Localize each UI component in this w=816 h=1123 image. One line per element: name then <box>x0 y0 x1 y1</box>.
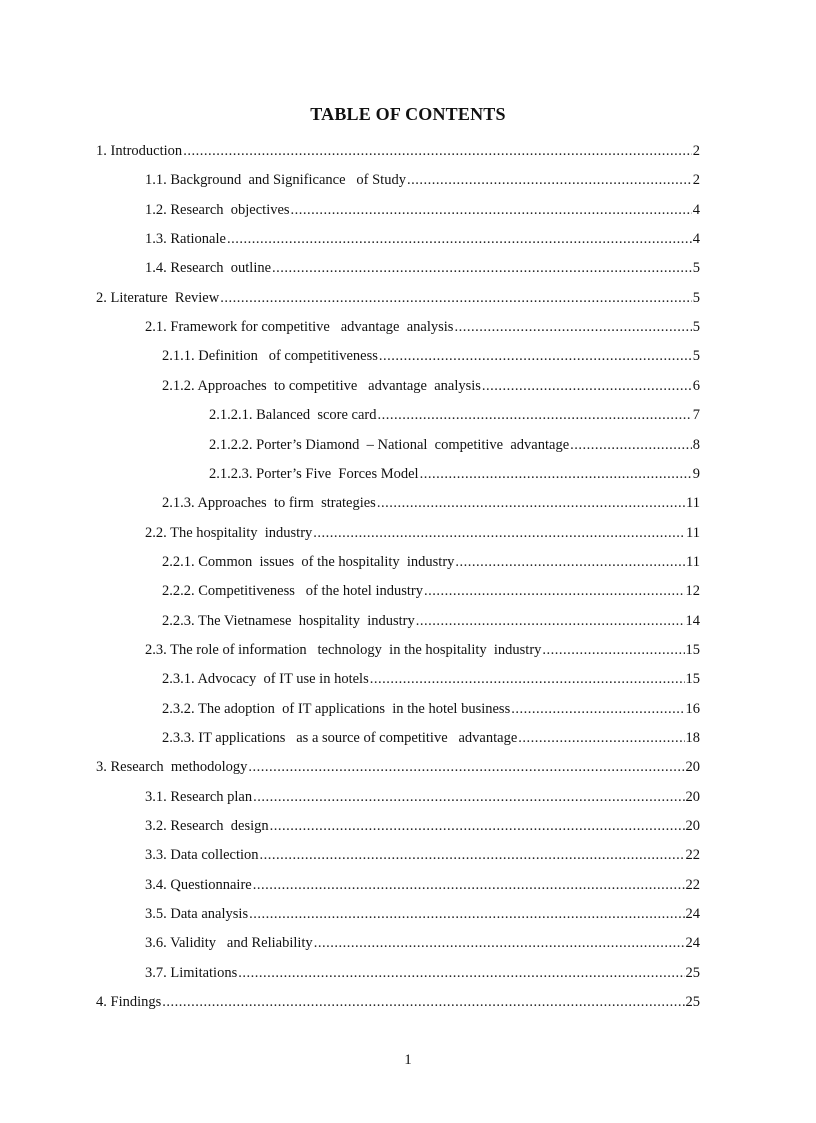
dot-leader <box>248 758 684 776</box>
toc-entry[interactable] <box>145 195 700 219</box>
toc-entry-label: 3.3. Data collection <box>145 847 259 864</box>
dot-leader <box>377 494 685 512</box>
toc-entry-label: 2. Literature Review <box>96 289 220 306</box>
dot-leader <box>378 406 692 424</box>
toc-entry-label: 3.4. Questionnaire <box>145 876 252 893</box>
toc-entry-page: 5 <box>692 319 700 336</box>
toc-entry-label: 2.3. The role of information technology in the hospitality industry <box>145 641 542 658</box>
dot-leader <box>416 612 685 630</box>
toc-entry-page: 22 <box>685 847 700 864</box>
toc-entry[interactable] <box>145 928 700 952</box>
dot-leader <box>455 553 685 571</box>
toc-entry-page: 6 <box>692 377 700 394</box>
dot-leader <box>227 230 692 248</box>
toc-title: TABLE OF CONTENTS <box>310 104 506 124</box>
toc-entry-page: 2 <box>692 172 700 189</box>
toc-entry[interactable] <box>96 987 700 1011</box>
dot-leader <box>313 524 685 542</box>
toc-entry-page: 2 <box>692 143 700 159</box>
toc-entry-page: 20 <box>685 759 700 776</box>
toc-entry[interactable] <box>96 752 700 776</box>
toc-entry[interactable] <box>162 694 700 718</box>
toc-entry-label: 2.1.2.1. Balanced score card <box>209 407 377 424</box>
toc-entry-page: 5 <box>692 348 700 365</box>
toc-entry-page: 22 <box>685 876 700 893</box>
toc-entry-label: 2.1.2.3. Porter’s Five Forces Model <box>209 465 419 482</box>
toc-entry-label: 2.2.1. Common issues of the hospitality industry <box>162 553 455 570</box>
toc-entry[interactable] <box>145 840 700 864</box>
toc-entry[interactable] <box>209 459 700 483</box>
toc-entry-page: 8 <box>692 436 700 453</box>
toc-entry[interactable] <box>145 312 700 336</box>
toc-entry-label: 1.1. Background and Significance of Study <box>145 172 406 189</box>
toc-entry[interactable] <box>96 136 700 160</box>
toc-entry-page: 25 <box>685 964 700 981</box>
toc-entry-label: 2.2. The hospitality industry <box>145 524 313 541</box>
toc-entry[interactable] <box>96 283 700 307</box>
dot-leader <box>291 201 692 219</box>
toc-entry-label: 1.4. Research outline <box>145 260 272 277</box>
dot-leader <box>272 259 692 277</box>
toc-entry-page: 4 <box>692 201 700 218</box>
toc-entry[interactable] <box>162 341 700 365</box>
toc-entry-page: 7 <box>692 407 700 424</box>
toc-entry-page: 20 <box>685 788 700 805</box>
toc-entry-page: 12 <box>685 583 700 600</box>
dot-leader <box>424 582 685 600</box>
toc-entry-page: 9 <box>692 465 700 482</box>
toc-entry-page: 11 <box>686 524 700 541</box>
toc-entry[interactable] <box>145 782 700 806</box>
page-number: 1 <box>404 1052 412 1068</box>
toc-entry[interactable] <box>162 723 700 747</box>
toc-entry-label: 4. Findings <box>96 994 162 1011</box>
toc-entry[interactable] <box>145 165 700 189</box>
dot-leader <box>542 641 684 659</box>
toc-entry-page: 15 <box>685 671 700 688</box>
toc-entry[interactable] <box>209 430 700 454</box>
toc-entry-label: 1.2. Research objectives <box>145 201 290 218</box>
toc-entry-page: 16 <box>685 700 700 717</box>
toc-entry[interactable] <box>145 870 700 894</box>
dot-leader <box>314 934 685 952</box>
toc-entry[interactable] <box>162 606 700 630</box>
dot-leader <box>249 905 684 923</box>
toc-entry-label: 2.1.3. Approaches to firm strategies <box>162 495 376 512</box>
dot-leader <box>370 670 685 688</box>
dot-leader <box>253 876 685 894</box>
toc-entry-page: 11 <box>686 495 700 512</box>
toc-entry[interactable] <box>145 811 700 835</box>
toc-entry-label: 3.5. Data analysis <box>145 906 249 923</box>
toc-entry-label: 2.1.2.2. Porter’s Diamond – National competitive advantage <box>209 436 570 453</box>
dot-leader <box>420 465 692 483</box>
toc-entry[interactable] <box>145 224 700 248</box>
toc-entry[interactable] <box>209 400 700 424</box>
toc-entry[interactable] <box>162 371 700 395</box>
toc-entry-page: 20 <box>685 818 700 835</box>
toc-entry-label: 1. Introduction <box>96 143 183 159</box>
toc-entry-label: 3.6. Validity and Reliability <box>145 935 313 952</box>
toc-entry-label: 3.1. Research plan <box>145 788 253 805</box>
toc-entry-label: 3.2. Research design <box>145 818 269 835</box>
toc-entry-page: 25 <box>685 994 700 1011</box>
dot-leader <box>238 964 684 982</box>
toc-entry-label: 2.1.1. Definition of competitiveness <box>162 348 378 365</box>
toc-entry-page: 24 <box>685 935 700 952</box>
toc-entry[interactable] <box>145 958 700 982</box>
dot-leader <box>407 171 692 189</box>
toc-entry-page: 18 <box>685 730 700 746</box>
dot-leader <box>260 846 685 864</box>
toc-entry[interactable] <box>162 664 700 688</box>
toc-entry-page: 15 <box>685 641 700 658</box>
toc-entry-label: 1.3. Rationale <box>145 231 226 248</box>
dot-leader <box>270 817 685 835</box>
toc-entry[interactable] <box>162 547 700 571</box>
dot-leader <box>183 142 692 160</box>
toc-entry-label: 3.7. Limitations <box>145 964 238 981</box>
toc-entry-page: 14 <box>685 612 700 629</box>
dot-leader <box>518 729 684 747</box>
toc-entry-label: 2.1.2. Approaches to competitive advantage analysis <box>162 377 481 394</box>
dot-leader <box>482 377 692 395</box>
toc-entry-page: 5 <box>692 260 700 277</box>
dot-leader <box>379 347 692 365</box>
toc-entry-page: 4 <box>692 231 700 248</box>
toc-entry[interactable] <box>162 576 700 600</box>
toc-entry-label: 2.3.1. Advocacy of IT use in hotels <box>162 671 369 688</box>
dot-leader <box>253 788 684 806</box>
dot-leader <box>162 993 684 1011</box>
toc-entry[interactable] <box>145 518 700 542</box>
toc-entry-label: 3. Research methodology <box>96 759 248 776</box>
toc-entry-page: 24 <box>685 906 700 923</box>
dot-leader <box>511 700 684 718</box>
toc-entry-label: 2.3.2. The adoption of IT applications in the hotel business <box>162 700 511 717</box>
toc-entry-page: 5 <box>692 289 700 306</box>
toc-entry[interactable] <box>162 488 700 512</box>
toc-entry[interactable] <box>145 899 700 923</box>
dot-leader <box>220 289 692 307</box>
toc-entry-label: 2.1. Framework for competitive advantage analysis <box>145 319 454 336</box>
toc-entry-page: 11 <box>686 553 700 570</box>
toc-entry[interactable] <box>145 253 700 277</box>
toc-entry-label: 2.3.3. IT applications as a source of competitive advantage <box>162 730 518 746</box>
toc-entry-label: 2.2.3. The Vietnamese hospitality industry <box>162 612 415 629</box>
dot-leader <box>454 318 691 336</box>
dot-leader <box>570 436 692 454</box>
toc-entry-label: 2.2.2. Competitiveness of the hotel industry <box>162 583 423 600</box>
toc-entry[interactable] <box>145 635 700 659</box>
